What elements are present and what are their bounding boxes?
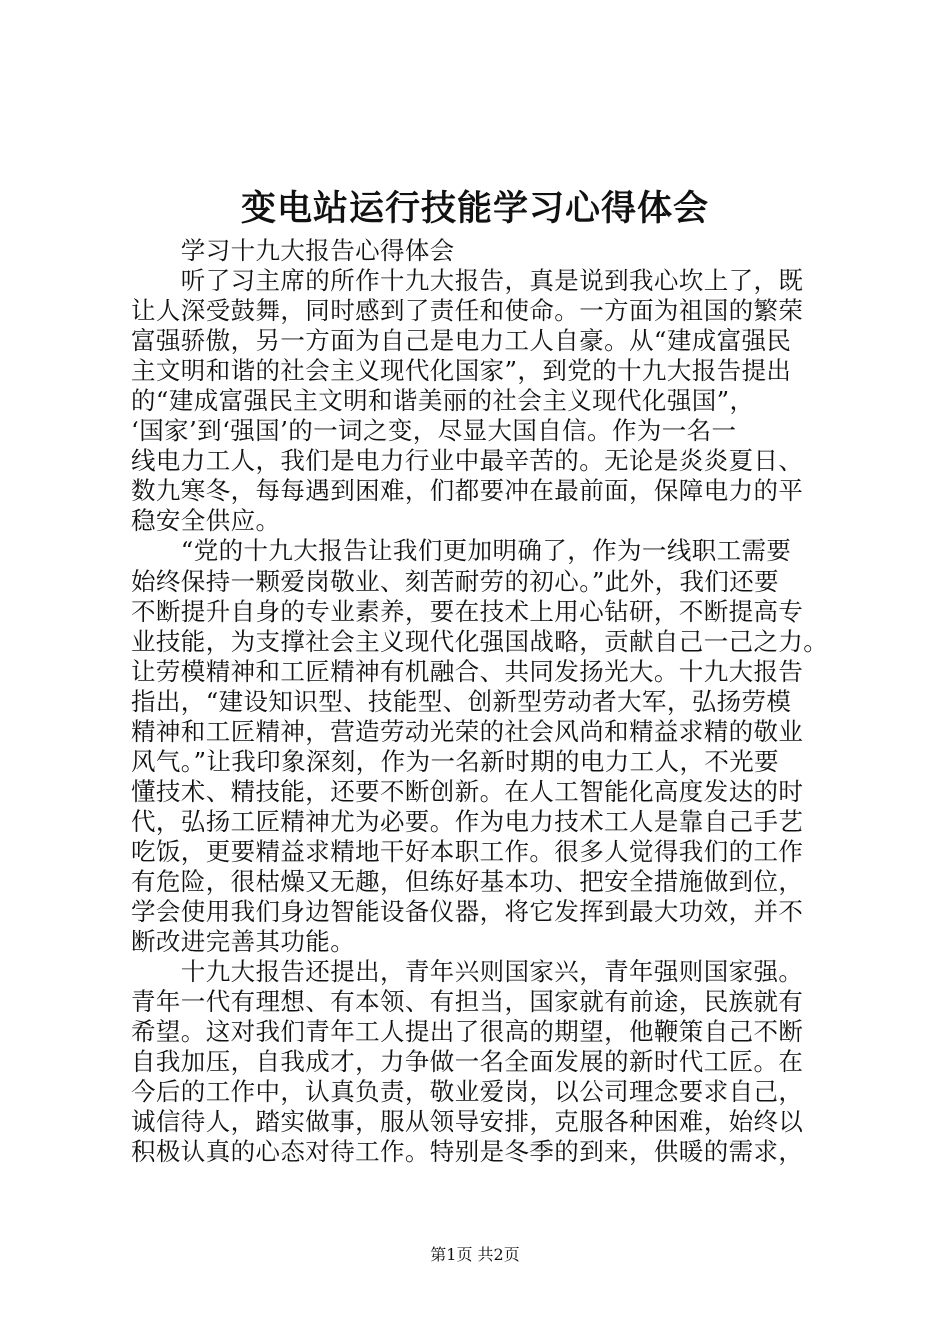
text-line: 断改进完善其功能。 <box>131 927 356 957</box>
page-indicator: 第1页 共2页 <box>430 1245 520 1264</box>
text-line: ‘国家’到‘强国’的一词之变，尽显大国自信。作为一名一 <box>131 416 737 446</box>
document-body <box>131 236 871 1167</box>
text-line: 听了习主席的所作十九大报告，真是说到我心坎上了，既 <box>131 266 804 296</box>
text-line: 自我加压，自我成才，力争做一名全面发展的新时代工匠。在 <box>131 1047 804 1077</box>
text-line: 十九大报告还提出，青年兴则国家兴，青年强则国家强。 <box>131 957 804 987</box>
text-line: 代，弘扬工匠精神尤为必要。作为电力技术工人是靠自己手艺 <box>131 806 804 836</box>
text-line: 积极认真的心态对待工作。特别是冬季的到来，供暖的需求， <box>131 1137 804 1167</box>
text-line: 指出，“建设知识型、技能型、创新型劳动者大军，弘扬劳模 <box>131 686 792 716</box>
page-title: 变电站运行技能学习心得体会 <box>240 189 709 229</box>
text-line: 懂技术、精技能，还要不断创新。在人工智能化高度发达的时 <box>131 776 804 806</box>
text-line: 今后的工作中，认真负责，敬业爱岗，以公司理念要求自己， <box>131 1077 804 1107</box>
text-line: 稳安全供应。 <box>131 506 281 536</box>
text-line: 学会使用我们身边智能设备仪器，将它发挥到最大功效，并不 <box>131 897 804 927</box>
text-line: 始终保持一颗爱岗敬业、刻苦耐劳的初心。”此外，我们还要 <box>131 566 780 596</box>
text-line: “党的十九大报告让我们更加明确了，作为一线职工需要 <box>131 536 792 566</box>
text-line: 青年一代有理想、有本领、有担当，国家就有前途，民族就有 <box>131 987 804 1017</box>
text-line: 线电力工人，我们是电力行业中最辛苦的。无论是炎炎夏日、 <box>131 446 804 476</box>
text-line: 有危险，很枯燥又无趣，但练好基本功、把安全措施做到位， <box>131 866 804 896</box>
text-line: 数九寒冬，每每遇到困难，们都要冲在最前面，保障电力的平 <box>131 476 804 506</box>
text-line: 的“建成富强民主文明和谐美丽的社会主义现代化强国”， <box>131 386 755 416</box>
text-line: 风气。”让我印象深刻，作为一名新时期的电力工人，不光要 <box>131 746 780 776</box>
text-line: 主文明和谐的社会主义现代化国家”，到党的十九大报告提出 <box>131 356 792 386</box>
text-line: 富强骄傲，另一方面为自己是电力工人自豪。从“建成富强民 <box>131 326 792 356</box>
text-line: 业技能，为支撑社会主义现代化强国战略，贡献自己一己之力。 <box>131 626 829 656</box>
text-line: 让人深受鼓舞，同时感到了责任和使命。一方面为祖国的繁荣 <box>131 296 804 326</box>
text-line: 学习十九大报告心得体会 <box>131 236 455 265</box>
text-line: 吃饭，更要精益求精地干好本职工作。很多人觉得我们的工作 <box>131 836 804 866</box>
text-line: 精神和工匠精神，营造劳动光荣的社会风尚和精益求精的敬业 <box>131 716 804 746</box>
text-line: 不断提升自身的专业素养，要在技术上用心钻研，不断提高专 <box>131 596 804 626</box>
text-line: 诚信待人，踏实做事，服从领导安排，克服各种困难，始终以 <box>131 1107 804 1137</box>
text-line: 让劳模精神和工匠精神有机融合、共同发扬光大。十九大报告 <box>131 656 804 686</box>
text-line: 希望。这对我们青年工人提出了很高的期望，他鞭策自己不断 <box>131 1017 804 1047</box>
